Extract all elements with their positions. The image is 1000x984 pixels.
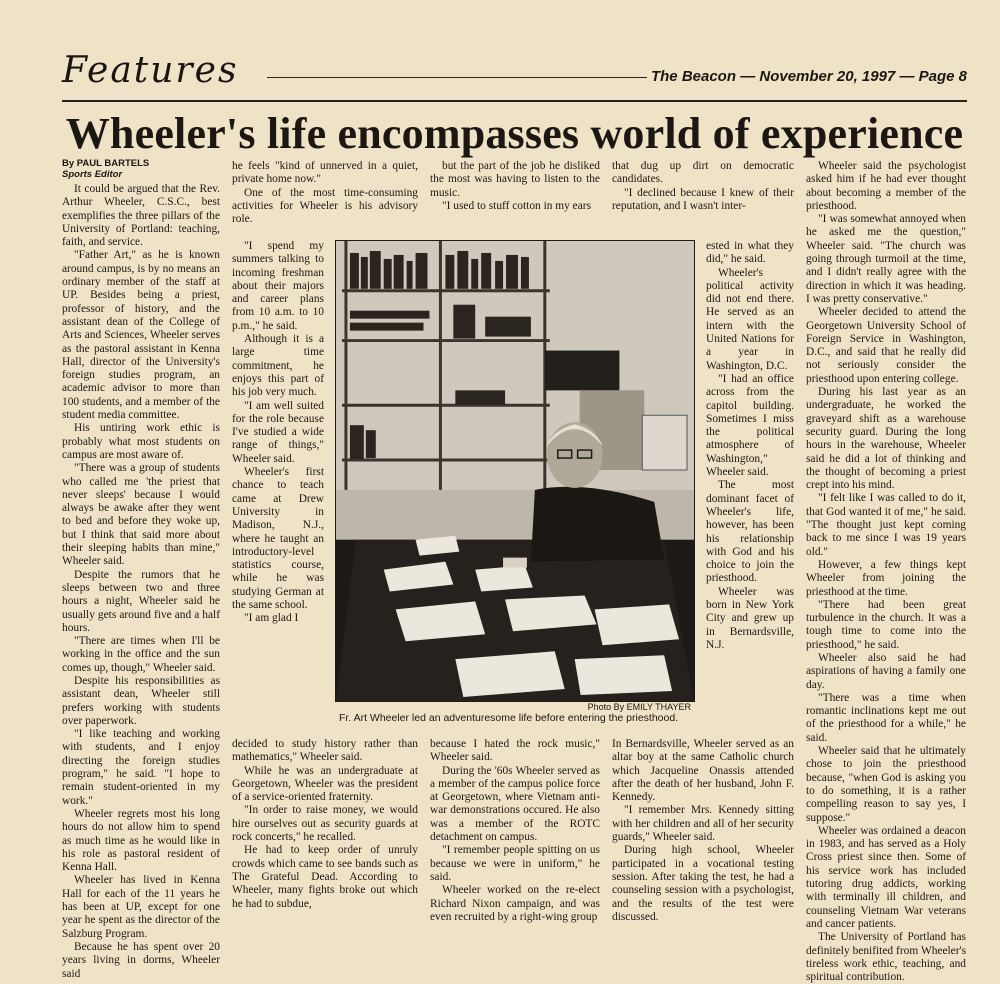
paragraph: Because he has spent over 20 years living in dorms, Wheeler said <box>62 940 220 980</box>
paragraph: he feels "kind of unnerved in a quiet, private home now." <box>232 160 418 186</box>
paragraph: Wheeler worked on the re-elect Richard Nixon campaign, and was even recruited by a right-wing group <box>430 884 600 923</box>
paragraph: He had to keep order of unruly crowds which came to see bands such as The Grateful Dead. According to Wheeler, many fights broke out which he had to subdue, <box>232 844 418 910</box>
masthead-rule <box>267 77 647 78</box>
paragraph: During high school, Wheeler participated in a vocational testing session. After taking the test, he had a counseling session with a psychologist, and the results of the test were discussed. <box>612 844 794 923</box>
masthead-bottom-rule <box>62 100 967 102</box>
paragraph: decided to study history rather than mathematics," Wheeler said. <box>232 738 418 764</box>
paragraph: ested in what they did," he said. <box>706 240 794 266</box>
paragraph: Wheeler regrets most his long hours do not allow him to spend as much time as he would like in his role as pastoral resident of Kenna Hall. <box>62 807 220 874</box>
paragraph: "I declined because I knew of their reputation, and I wasn't inter- <box>612 186 794 212</box>
paragraph: During the '60s Wheeler served as a member of the campus police force at Georgetown, where Vietnam anti-war demonstrations occured. He also was a member of the ROTC detachment on campus. <box>430 764 600 844</box>
paragraph: "I was somewhat annoyed when he asked me the question," Wheeler said. "The church was going through turmoil at the time, and I didn't really agree with the direction in which it was heading. I was pretty conservative." <box>806 213 966 305</box>
paragraph: Wheeler's first chance to teach came at Drew University in Madison, N.J., where he taught an introductory-level statistics course, while he was studying German at the same school. <box>232 466 324 612</box>
article-column-3-bottom <box>430 738 600 938</box>
paragraph: During his last year as an undergraduate, he worked the graveyard shift as a warehouse security guard. During the long hours in the warehouse, Wheeler said he did a lot of thinking and the thought of becoming a priest crept into his mind. <box>806 386 966 492</box>
paragraph: Wheeler's political activity did not end there. He served as an intern with the United Nations for a year in Washington, D.C. <box>706 266 794 372</box>
paragraph: "There was a time when romantic inclinations kept me out of the priesthood for a while," he said. <box>806 691 966 744</box>
paragraph: Wheeler has lived in Kenna Hall for each of the 11 years he has been at UP, except for one year he spent as the director of the Salzburg Program. <box>62 874 220 940</box>
paragraph: "I remember people spitting on us because we were in uniform," he said. <box>430 844 600 883</box>
paragraph: "There are times when I'll be working in the office and the sun comes up, though," Wheeler said. <box>62 635 220 674</box>
paragraph: "I spend my summers talking to incoming freshman about their majors and career plans from 10 a.m. to 10 p.m.," he said. <box>232 240 324 332</box>
photo-block <box>335 240 695 724</box>
page-number: Page 8 <box>918 68 967 85</box>
paragraph: "There was a group of students who called me 'the priest that never sleeps' because I would always be awake after they went to bed and before they woke up, but I think that said more about their sleeping habits than mine," Wheeler said. <box>62 462 220 568</box>
masthead-dash: — <box>899 68 919 85</box>
paragraph: The most dominant facet of Wheeler's life, however, has been his relationship with God and his choice to join the priesthood. <box>706 479 794 585</box>
paragraph: Despite the rumors that he sleeps between two and three hours a night, Wheeler said he usually gets around five and a half hours. <box>62 568 220 634</box>
article-column-5 <box>806 160 966 984</box>
paragraph: The University of Portland has definitely benifited from Wheeler's tireless work ethic, teaching, and spiritual contribution. <box>806 931 966 984</box>
article-column-2-wrap <box>232 240 324 730</box>
article-column-4-wrap <box>706 240 794 736</box>
paragraph: that dug up dirt on democratic candidates. <box>612 160 794 186</box>
paper-name: The Beacon <box>650 68 737 85</box>
office-photo <box>335 240 695 702</box>
issue-date: November 20, 1997 <box>759 68 896 85</box>
paragraph: Wheeler was born in New York City and grew up in Bernardsville, N.J. <box>706 585 794 651</box>
paragraph: Wheeler also said he had aspirations of having a family one day. <box>806 651 966 691</box>
photo-credit: Photo By EMILY THAYER <box>587 702 691 712</box>
headline: Wheeler's life encompasses world of experience <box>65 109 964 158</box>
paragraph: Wheeler decided to attend the Georgetown University School of Foreign Service in Washington, D.C., and said that he really did not seriously consider the priesthood upon entering college. <box>806 306 966 385</box>
masthead <box>62 50 967 94</box>
article-column-4-bottom <box>612 738 794 938</box>
photo-caption: Fr. Art Wheeler led an adventuresome life before entering the priesthood. <box>339 712 679 724</box>
paragraph: "I felt like I was called to do it, that God wanted it of me," he said. "The thought just kept coming back to me since I was 19 years old." <box>806 492 966 558</box>
paragraph: "I am well suited for the role because I've studied a wide range of things," Wheeler said. <box>232 399 324 465</box>
paragraph: His untiring work ethic is probably what most students on campus are most aware of. <box>62 422 220 461</box>
section-title: Features <box>62 50 239 91</box>
paragraph: However, a few things kept Wheeler from joining the priesthood at the time. <box>806 558 966 598</box>
paragraph: because I hated the rock music," Wheeler said. <box>430 738 600 764</box>
paragraph: While he was an undergraduate at Georgetown, Wheeler was the president of a service-oriented fraternity. <box>232 764 418 804</box>
byline: By PAUL BARTELS <box>62 158 150 169</box>
paragraph: but the part of the job he disliked the most was having to listen to the music. <box>430 160 600 199</box>
paragraph: Wheeler said that he ultimately chose to join the priesthood because, "when God is asking you to do something, it is a rather compelling reason to say yes, I suppose." <box>806 745 966 824</box>
paragraph: Although it is a large time commitment, he enjoys this part of his job very much. <box>232 333 324 399</box>
paragraph: "There had been great turbulence in the church. It was a tough time to come into the priesthood," he said. <box>806 598 966 651</box>
masthead-dash: — <box>740 68 760 85</box>
masthead-info <box>651 68 967 85</box>
paragraph: "I am glad I <box>244 612 299 625</box>
article-column-4-top <box>612 160 794 240</box>
article-column-3-top <box>430 160 600 240</box>
article-column-2-bottom <box>232 738 418 938</box>
paragraph: Wheeler was ordained a deacon in 1983, and has served as a Holy Cross priest since then. Some of his service work has included tutoring drug addicts, working with terminally ill children, and counseling Vietnam War veterans and cancer patients. <box>806 824 966 930</box>
paragraph: "In order to raise money, we would hire ourselves out as security guards at rock concerts," he recalled. <box>232 804 418 844</box>
paragraph: "I used to stuff cotton in my ears <box>442 199 592 212</box>
paragraph: "I remember Mrs. Kennedy sitting with her children and all of her security guards," Wheeler said. <box>612 804 794 844</box>
paragraph: "I like teaching and working with students, and I enjoy directing the foreign studies program," he said. "I hope to remain student-oriented in my work." <box>62 728 220 807</box>
paragraph: It could be argued that the Rev. Arthur Wheeler, C.S.C., best exemplifies the three pillars of the University of Portland: teaching, faith, and service. <box>62 183 220 249</box>
paragraph: Wheeler said the psychologist asked him if he had ever thought about becoming a member of the priesthood. <box>806 160 966 212</box>
article-column-1 <box>62 158 220 980</box>
article-column-2-top <box>232 160 418 240</box>
paragraph: Despite his responsibilities as assistant dean, Wheeler still prefers working with students over paperwork. <box>62 674 220 727</box>
paragraph: In Bernardsville, Wheeler served as an altar boy at the same Catholic church which Jacqueline Onassis attended after the death of her husband, John F. Kennedy. <box>612 738 794 804</box>
paragraph: "I had an office across from the capitol building. Sometimes I miss the political atmosphere of Washington," Wheeler said. <box>706 372 794 479</box>
paragraph: One of the most time-consuming activities for Wheeler is his advisory role. <box>232 186 418 226</box>
paragraph: "Father Art," as he is known around campus, is by no means an ordinary member of the staff at UP. Besides being a priest, professor of history, and the assistant dean of the College of Arts and Sciences, Wheeler serves as the pastoral assistant in Kenna Hall, director of the University's foreign studies program, an academic advisor to more than 100 students, and a member of the student media committee. <box>62 249 220 422</box>
byline-role: Sports Editor <box>62 169 123 180</box>
